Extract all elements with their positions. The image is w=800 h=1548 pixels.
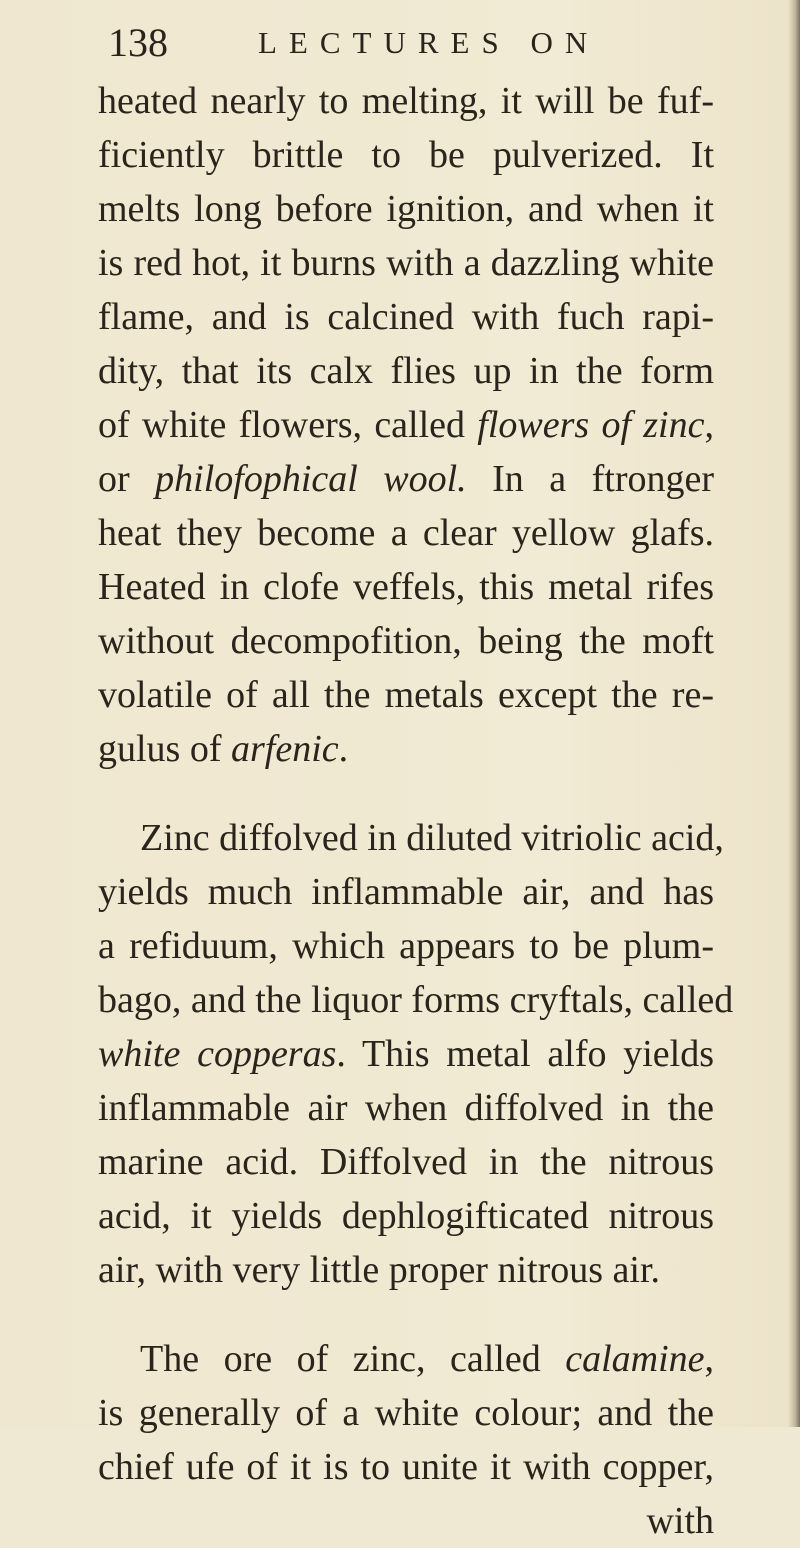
page-header xyxy=(108,18,728,68)
text-run: dity, that its calx flies up in the form xyxy=(98,350,714,392)
text-run: yields much inflammable air, and has xyxy=(98,871,714,913)
text-line xyxy=(98,1440,714,1494)
text-run: marine acid. Diffolved in the nitrous xyxy=(98,1141,714,1183)
text-run: of white flowers, called xyxy=(98,404,478,446)
paragraph xyxy=(98,811,734,1297)
text-run: The ore of zinc, called xyxy=(140,1338,566,1380)
text-run: In a ftronger xyxy=(466,458,714,500)
text-run: . xyxy=(338,728,349,770)
text-line xyxy=(98,1386,714,1440)
text-line xyxy=(98,1081,714,1135)
text-line xyxy=(98,506,714,560)
running-head: LECTURES ON xyxy=(258,25,600,60)
text-line xyxy=(98,344,714,398)
text-line xyxy=(98,865,714,919)
text-line xyxy=(98,74,714,128)
text-run: ficiently brittle to be pulverized. It xyxy=(98,134,714,176)
body-text xyxy=(98,74,734,1548)
text-run: without decompofition, being the moft xyxy=(98,620,714,662)
text-line xyxy=(98,452,714,506)
text-run: air, with very little proper nitrous air. xyxy=(98,1249,661,1291)
text-run: heat they become a clear yellow glafs. xyxy=(98,512,714,554)
text-run: inflammable air when diffolved in the xyxy=(98,1087,714,1129)
text-line xyxy=(98,290,714,344)
paragraph-gap xyxy=(98,1297,714,1332)
text-run: , xyxy=(704,404,714,446)
text-run: Zinc diffolved in diluted vitriolic acid, xyxy=(140,817,724,859)
page-number: 138 xyxy=(108,20,168,65)
text-run: flame, and is calcined with fuch rapi- xyxy=(98,296,714,338)
paragraph xyxy=(98,1332,714,1548)
text-run: is generally of a white colour; and the xyxy=(98,1392,714,1434)
italic-run: white copperas xyxy=(98,1033,337,1075)
text-line xyxy=(98,668,714,722)
italic-run: flowers of zinc xyxy=(477,404,705,446)
paragraph-gap xyxy=(98,776,714,811)
text-run: a refiduum, which appears to be plum- xyxy=(98,925,714,967)
text-run: with xyxy=(646,1500,714,1542)
text-run: gulus of xyxy=(98,728,231,770)
text-line xyxy=(98,1243,714,1297)
text-run: heated nearly to melting, it will be fuf- xyxy=(98,80,714,122)
text-line xyxy=(98,128,714,182)
text-run: bago, and the liquor forms cryftals, called xyxy=(98,979,734,1021)
text-run: , xyxy=(704,1338,714,1380)
text-run: is red hot, it burns with a dazzling white xyxy=(98,242,714,284)
text-run: . This metal alfo yields xyxy=(336,1033,715,1075)
text-run: chief ufe of it is to unite it with copper, xyxy=(98,1446,714,1488)
text-line xyxy=(98,236,714,290)
text-line xyxy=(98,1189,714,1243)
text-run: Heated in clofe veffels, this metal rifes xyxy=(98,566,714,608)
text-line xyxy=(98,1135,714,1189)
italic-run: calamine xyxy=(565,1338,705,1380)
text-line xyxy=(98,919,714,973)
italic-run: philofophical wool. xyxy=(155,458,467,500)
text-line xyxy=(98,722,714,776)
text-line xyxy=(98,614,714,668)
text-line xyxy=(98,1332,714,1386)
text-run: volatile of all the metals except the re- xyxy=(98,674,714,716)
text-run: acid, it yields dephlogifticated nitrous xyxy=(98,1195,714,1237)
text-line xyxy=(98,182,714,236)
text-line xyxy=(98,811,724,865)
text-line xyxy=(98,398,714,452)
text-line xyxy=(98,1494,714,1548)
text-run: melts long before ignition, and when it xyxy=(98,188,714,230)
paragraph xyxy=(98,74,714,776)
page-edge-shadow xyxy=(788,0,800,1427)
text-line xyxy=(98,560,714,614)
text-line xyxy=(98,1027,714,1081)
text-line xyxy=(98,973,734,1027)
text-run: or xyxy=(98,458,156,500)
italic-run: arfenic xyxy=(231,728,339,770)
